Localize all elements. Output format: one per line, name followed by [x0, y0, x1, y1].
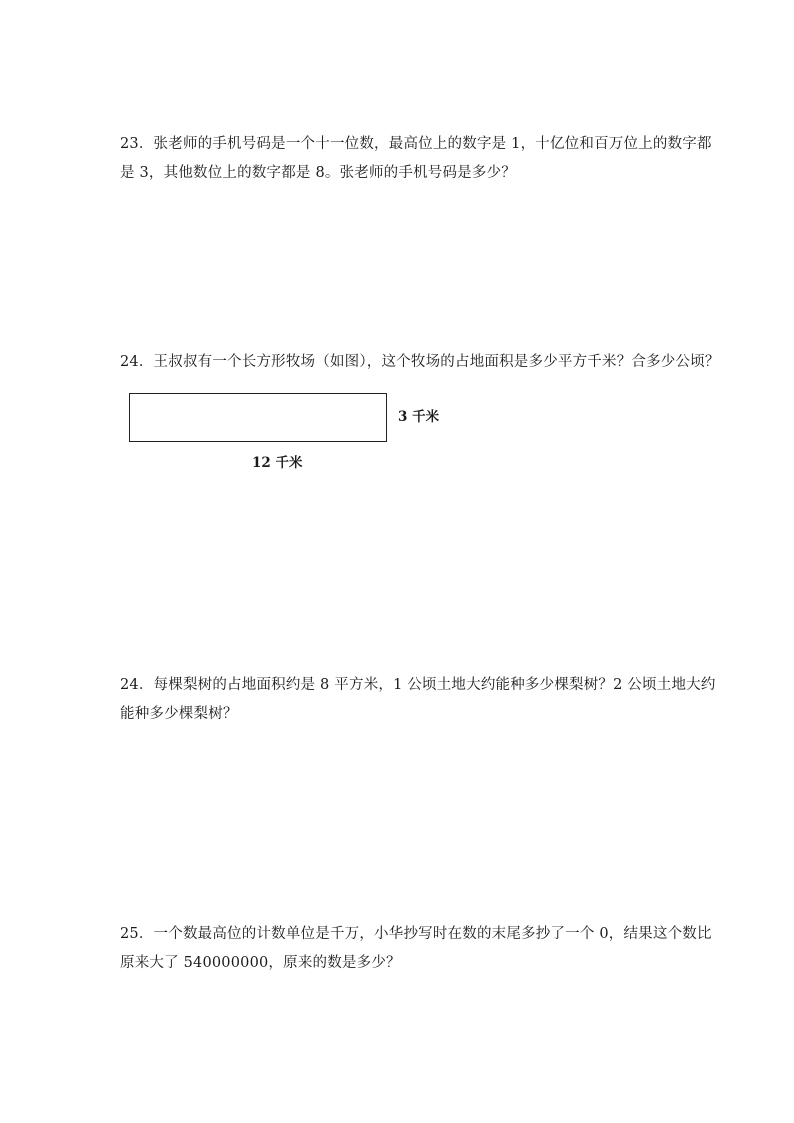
question-25-line-2: 原来大了 540000000，原来的数是多少？ [120, 955, 401, 971]
question-24-pear-trees [120, 671, 716, 729]
question-23-line-1: 23．张老师的手机号码是一个十一位数，最高位上的数字是 1，十亿位和百万位上的数字都 [120, 136, 712, 152]
question-25 [120, 920, 712, 978]
question-23-line-2: 是 3，其他数位上的数字都是 8。张老师的手机号码是多少？ [120, 165, 516, 181]
question-24-pasture-line-1: 24．王叔叔有一个长方形牧场（如图），这个牧场的占地面积是多少平方千米？合多少公顷？ [120, 354, 720, 370]
question-23 [120, 130, 712, 188]
question-25-line-1: 25．一个数最高位的计数单位是千万，小华抄写时在数的末尾多抄了一个 0，结果这个数比 [120, 926, 712, 942]
rectangle-width-label: 3 千米 [398, 409, 440, 425]
question-24-pear-trees-line-1: 24．每棵梨树的占地面积约是 8 平方米，1 公顷土地大约能种多少棵梨树？2 公顷土地大约 [120, 677, 716, 693]
rectangle-length-label: 12 千米 [252, 455, 303, 471]
rectangle-shape [129, 393, 387, 442]
question-24-pear-trees-line-2: 能种多少棵梨树？ [120, 706, 238, 722]
question-24-pasture [120, 348, 720, 377]
